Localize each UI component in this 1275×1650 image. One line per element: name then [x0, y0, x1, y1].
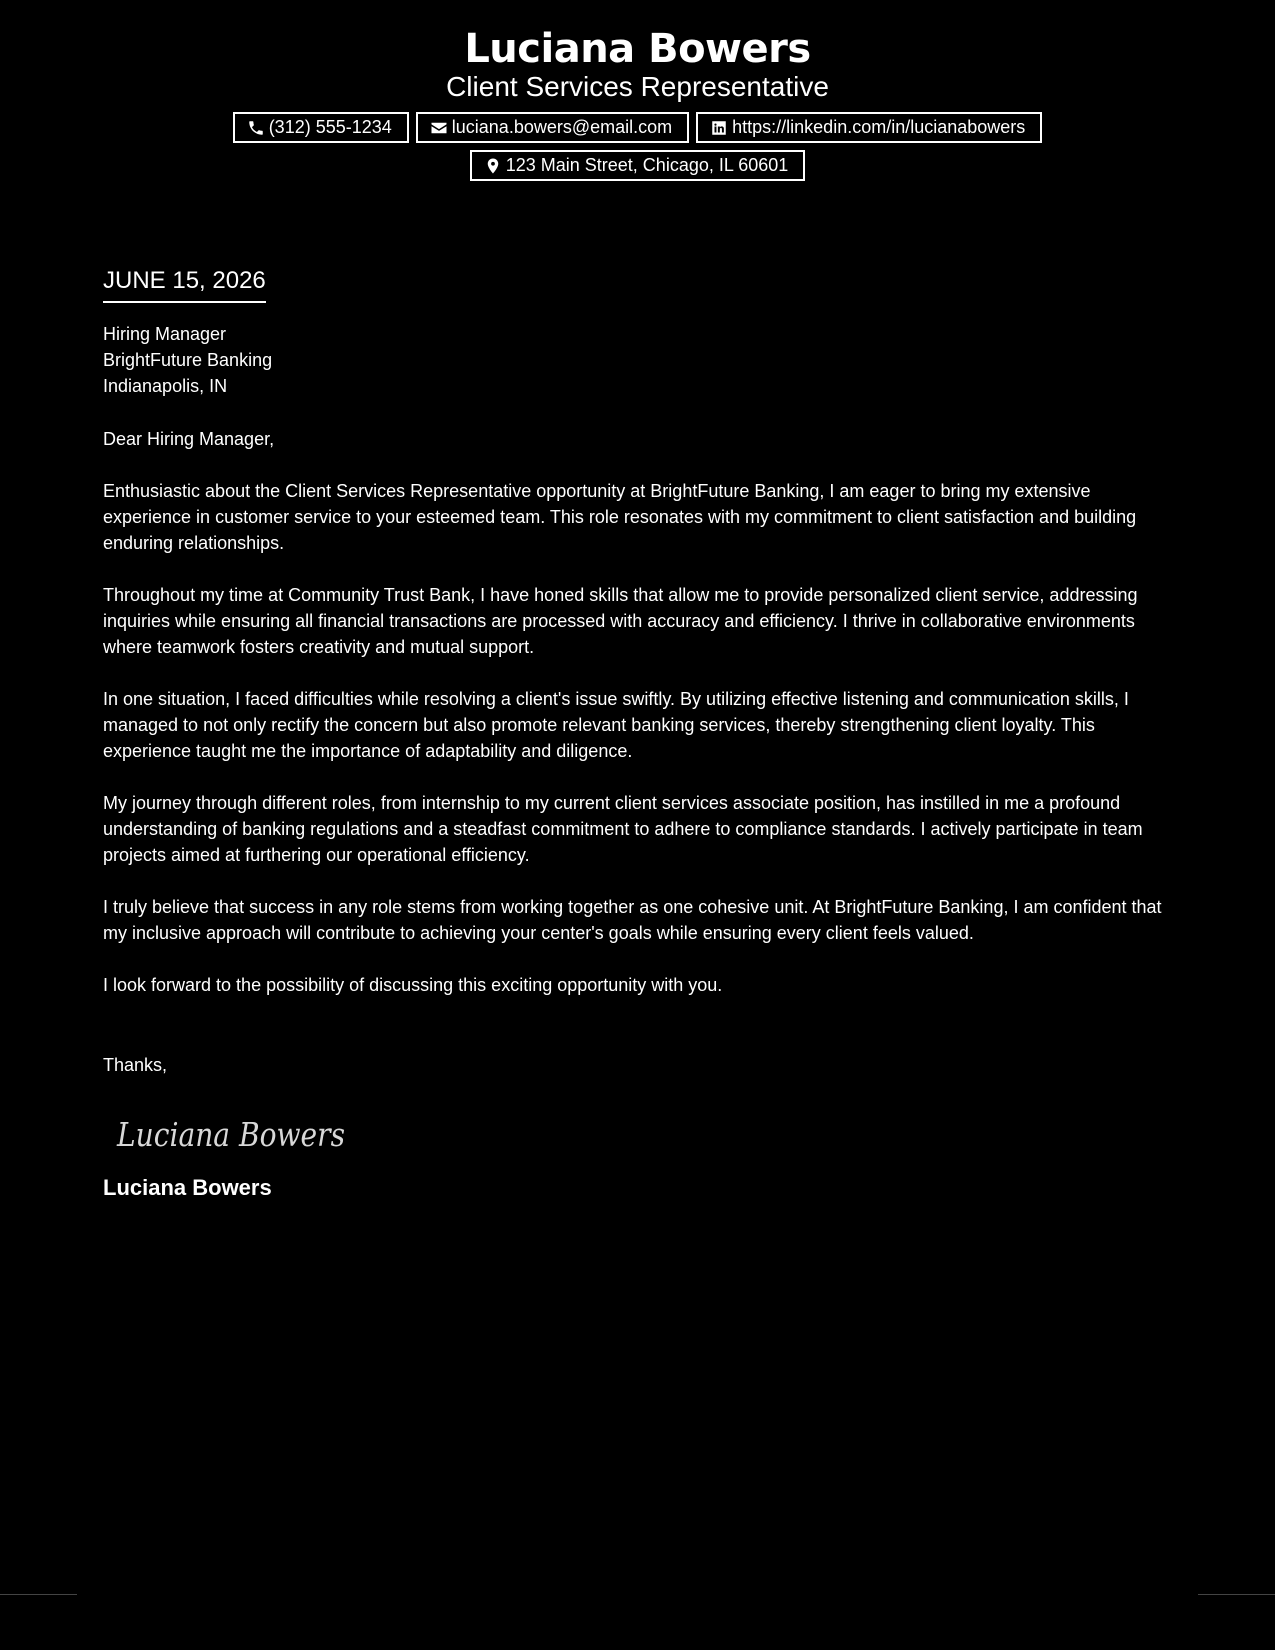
recipient-name: Hiring Manager: [103, 324, 227, 344]
email-text: luciana.bowers@email.com: [451, 117, 673, 137]
closing: Thanks,: [103, 1055, 168, 1075]
applicant-title: Client Services Representative: [446, 71, 829, 102]
body-paragraph: I truly believe that success in any role stems from working together as one cohesive unit. At BrightFuture Banking, I am confident that my inclusive approach will contribute to achieving your center's goals while ensuring every client feels valued.: [103, 897, 1162, 943]
signature-image: [113, 1104, 373, 1164]
letter-content: [103, 266, 1173, 1202]
map-marker-icon: [484, 157, 502, 175]
signature: [113, 1104, 1173, 1164]
body-paragraph: I look forward to the possibility of discussing this exciting opportunity with you.: [103, 975, 723, 995]
linkedin-icon: [710, 119, 728, 137]
phone-contact[interactable]: [233, 112, 409, 143]
footer-divider-right: [1198, 1594, 1275, 1595]
footer-divider-left: [0, 1594, 77, 1595]
recipient-company: BrightFuture Banking: [103, 350, 273, 370]
salutation: Dear Hiring Manager,: [103, 429, 275, 449]
phone-text: (312) 555-1234: [268, 117, 392, 137]
phone-icon: [247, 119, 265, 137]
address-contact: [470, 150, 806, 181]
address-text: 123 Main Street, Chicago, IL 60601: [505, 155, 789, 175]
body-paragraph: My journey through different roles, from internship to my current client services associate position, has instilled in me a profound understanding of banking regulations and a steadfast commitment to adhere to compliance standards. I actively participate in team projects aimed at furthering our operational efficiency.: [103, 793, 1143, 865]
signer-name: Luciana Bowers: [103, 1175, 272, 1200]
linkedin-text: https://linkedin.com/in/lucianabowers: [732, 117, 1026, 137]
letter-date: JUNE 15, 2026: [103, 266, 266, 303]
body-paragraph: Throughout my time at Community Trust Bank, I have honed skills that allow me to provide personalized client service, addressing inquiries while ensuring all financial transactions are processed with accuracy and efficiency. I thrive in collaborative environments where teamwork fosters creativity and mutual support.: [103, 585, 1138, 657]
address-row: [0, 150, 1275, 181]
body-paragraph: In one situation, I faced difficulties while resolving a client's issue swiftly. By utilizing effective listening and communication skills, I managed to not only rectify the concern but also promote relevant banking services, thereby strengthening client loyalty. This experience taught me the importance of adaptability and diligence.: [103, 689, 1129, 761]
recipient-location: Indianapolis, IN: [103, 376, 228, 396]
letter-body: [103, 478, 1173, 998]
applicant-name: Luciana Bowers: [464, 26, 811, 72]
body-paragraph: Enthusiastic about the Client Services Representative opportunity at BrightFuture Banking, I am eager to bring my extensive experience in customer service to your esteemed team. This role resonates with my commitment to client satisfaction and building enduring relationships.: [103, 481, 1137, 553]
email-contact[interactable]: [416, 112, 689, 143]
letter-header: [0, 22, 1275, 181]
contact-row: [0, 112, 1275, 143]
signature-script: Luciana Bowers: [116, 1115, 345, 1154]
linkedin-contact[interactable]: [696, 112, 1042, 143]
envelope-icon: [430, 119, 448, 137]
recipient-block: [103, 321, 1173, 399]
